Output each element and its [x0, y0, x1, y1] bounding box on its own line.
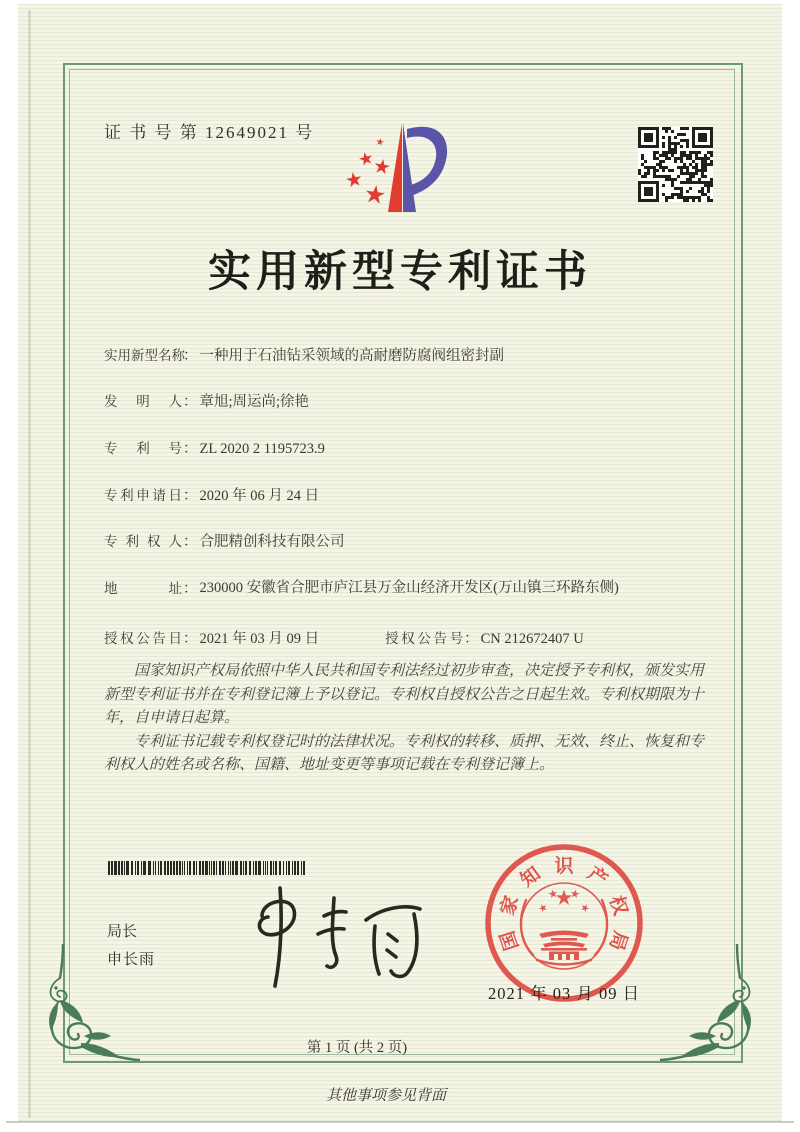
scan-edge-artifact-bottom [6, 1121, 794, 1123]
field-label: 授权公告日 [104, 631, 182, 646]
director-title: 局长 [107, 923, 138, 940]
certificate-number: 证 书 号 第 12649021 号 [104, 123, 315, 142]
legal-paragraph-2: 专利证书记载专利权登记时的法律状况。专利权的转移、质押、无效、终止、恢复和专利权人的姓名或名称、国籍、地址变更等事项记载在专利登记簿上。 [104, 733, 705, 773]
field-row-grant-date-and-number: 授权公告日： 2021 年 03 月 09 日 授权公告号： CN 212672407 U [104, 627, 584, 648]
field-row-patent-number: 专利号： ZL 2020 2 1195723.9 [104, 437, 325, 458]
field-row-invention-name: 实用新型名称： 一种用于石油钻采领域的高耐磨防腐阀组密封副 [104, 344, 504, 365]
field-value: 章旭;周运尚;徐艳 [199, 394, 310, 410]
svg-text:产: 产 [583, 863, 612, 892]
back-side-note: 其他事项参见背面 [325, 1088, 446, 1104]
legal-paragraph-1: 国家知识产权局依照中华人民共和国专利法经过初步审查，决定授予专利权，颁发实用新型专利证书并在专利登记簿上予以登记。专利权自授权公告之日起生效。专利权期限为十年，自申请日起算。 [104, 663, 705, 726]
field-row-inventors: 发明人： 章旭;周运尚;徐艳 [104, 390, 309, 411]
director-signature [232, 882, 432, 994]
field-label: 专利申请日 [104, 488, 182, 503]
field-row-filing-date: 专利申请日： 2020 年 06 月 24 日 [104, 484, 319, 505]
svg-text:局: 局 [604, 928, 631, 953]
barcode [108, 861, 308, 875]
field-value: 230000 安徽省合肥市庐江县万金山经济开发区(万山镇三环路东侧) [199, 580, 619, 596]
field-value: 合肥精创科技有限公司 [199, 534, 345, 550]
field-value: ZL 2020 2 1195723.9 [199, 441, 325, 457]
field-value: 2021 年 03 月 09 日 [199, 631, 320, 647]
qr-code [638, 127, 713, 202]
national-emblem [521, 883, 607, 969]
legal-text-block [104, 660, 704, 778]
field-label: 专利号 [104, 441, 182, 456]
field-value: 一种用于石油钻采领域的高耐磨防腐阀组密封副 [199, 348, 504, 364]
field-row-patentee: 专利权人： 合肥精创科技有限公司 [104, 530, 345, 551]
field-label: 发明人 [104, 394, 182, 409]
grant-date-under-seal: 2021 年 03 月 09 日 [487, 984, 641, 1003]
svg-text:家: 家 [497, 893, 524, 918]
field-label: 实用新型名称 [104, 348, 185, 363]
director-name: 申长雨 [107, 951, 156, 968]
field-label: 授权公告号 [385, 631, 464, 646]
field-value: CN 212672407 U [480, 631, 584, 647]
scan-edge-artifact-left [28, 10, 31, 1118]
page-number: 第 1 页 (共 2 页) [306, 1040, 408, 1056]
field-label: 地址 [104, 581, 182, 596]
certificate-title: 实用新型专利证书 [208, 249, 592, 296]
svg-text:国: 国 [497, 928, 524, 953]
cnipa-logo-icon [345, 112, 465, 217]
svg-text:知: 知 [516, 863, 545, 892]
field-row-address: 地址 ： 230000 安徽省合肥市庐江县万金山经济开发区(万山镇三环路东侧) [104, 577, 668, 599]
field-value: 2020 年 06 月 24 日 [199, 488, 320, 504]
svg-text:识: 识 [554, 856, 574, 877]
field-label: 专利权人 [104, 534, 182, 549]
svg-text:权: 权 [604, 893, 631, 918]
